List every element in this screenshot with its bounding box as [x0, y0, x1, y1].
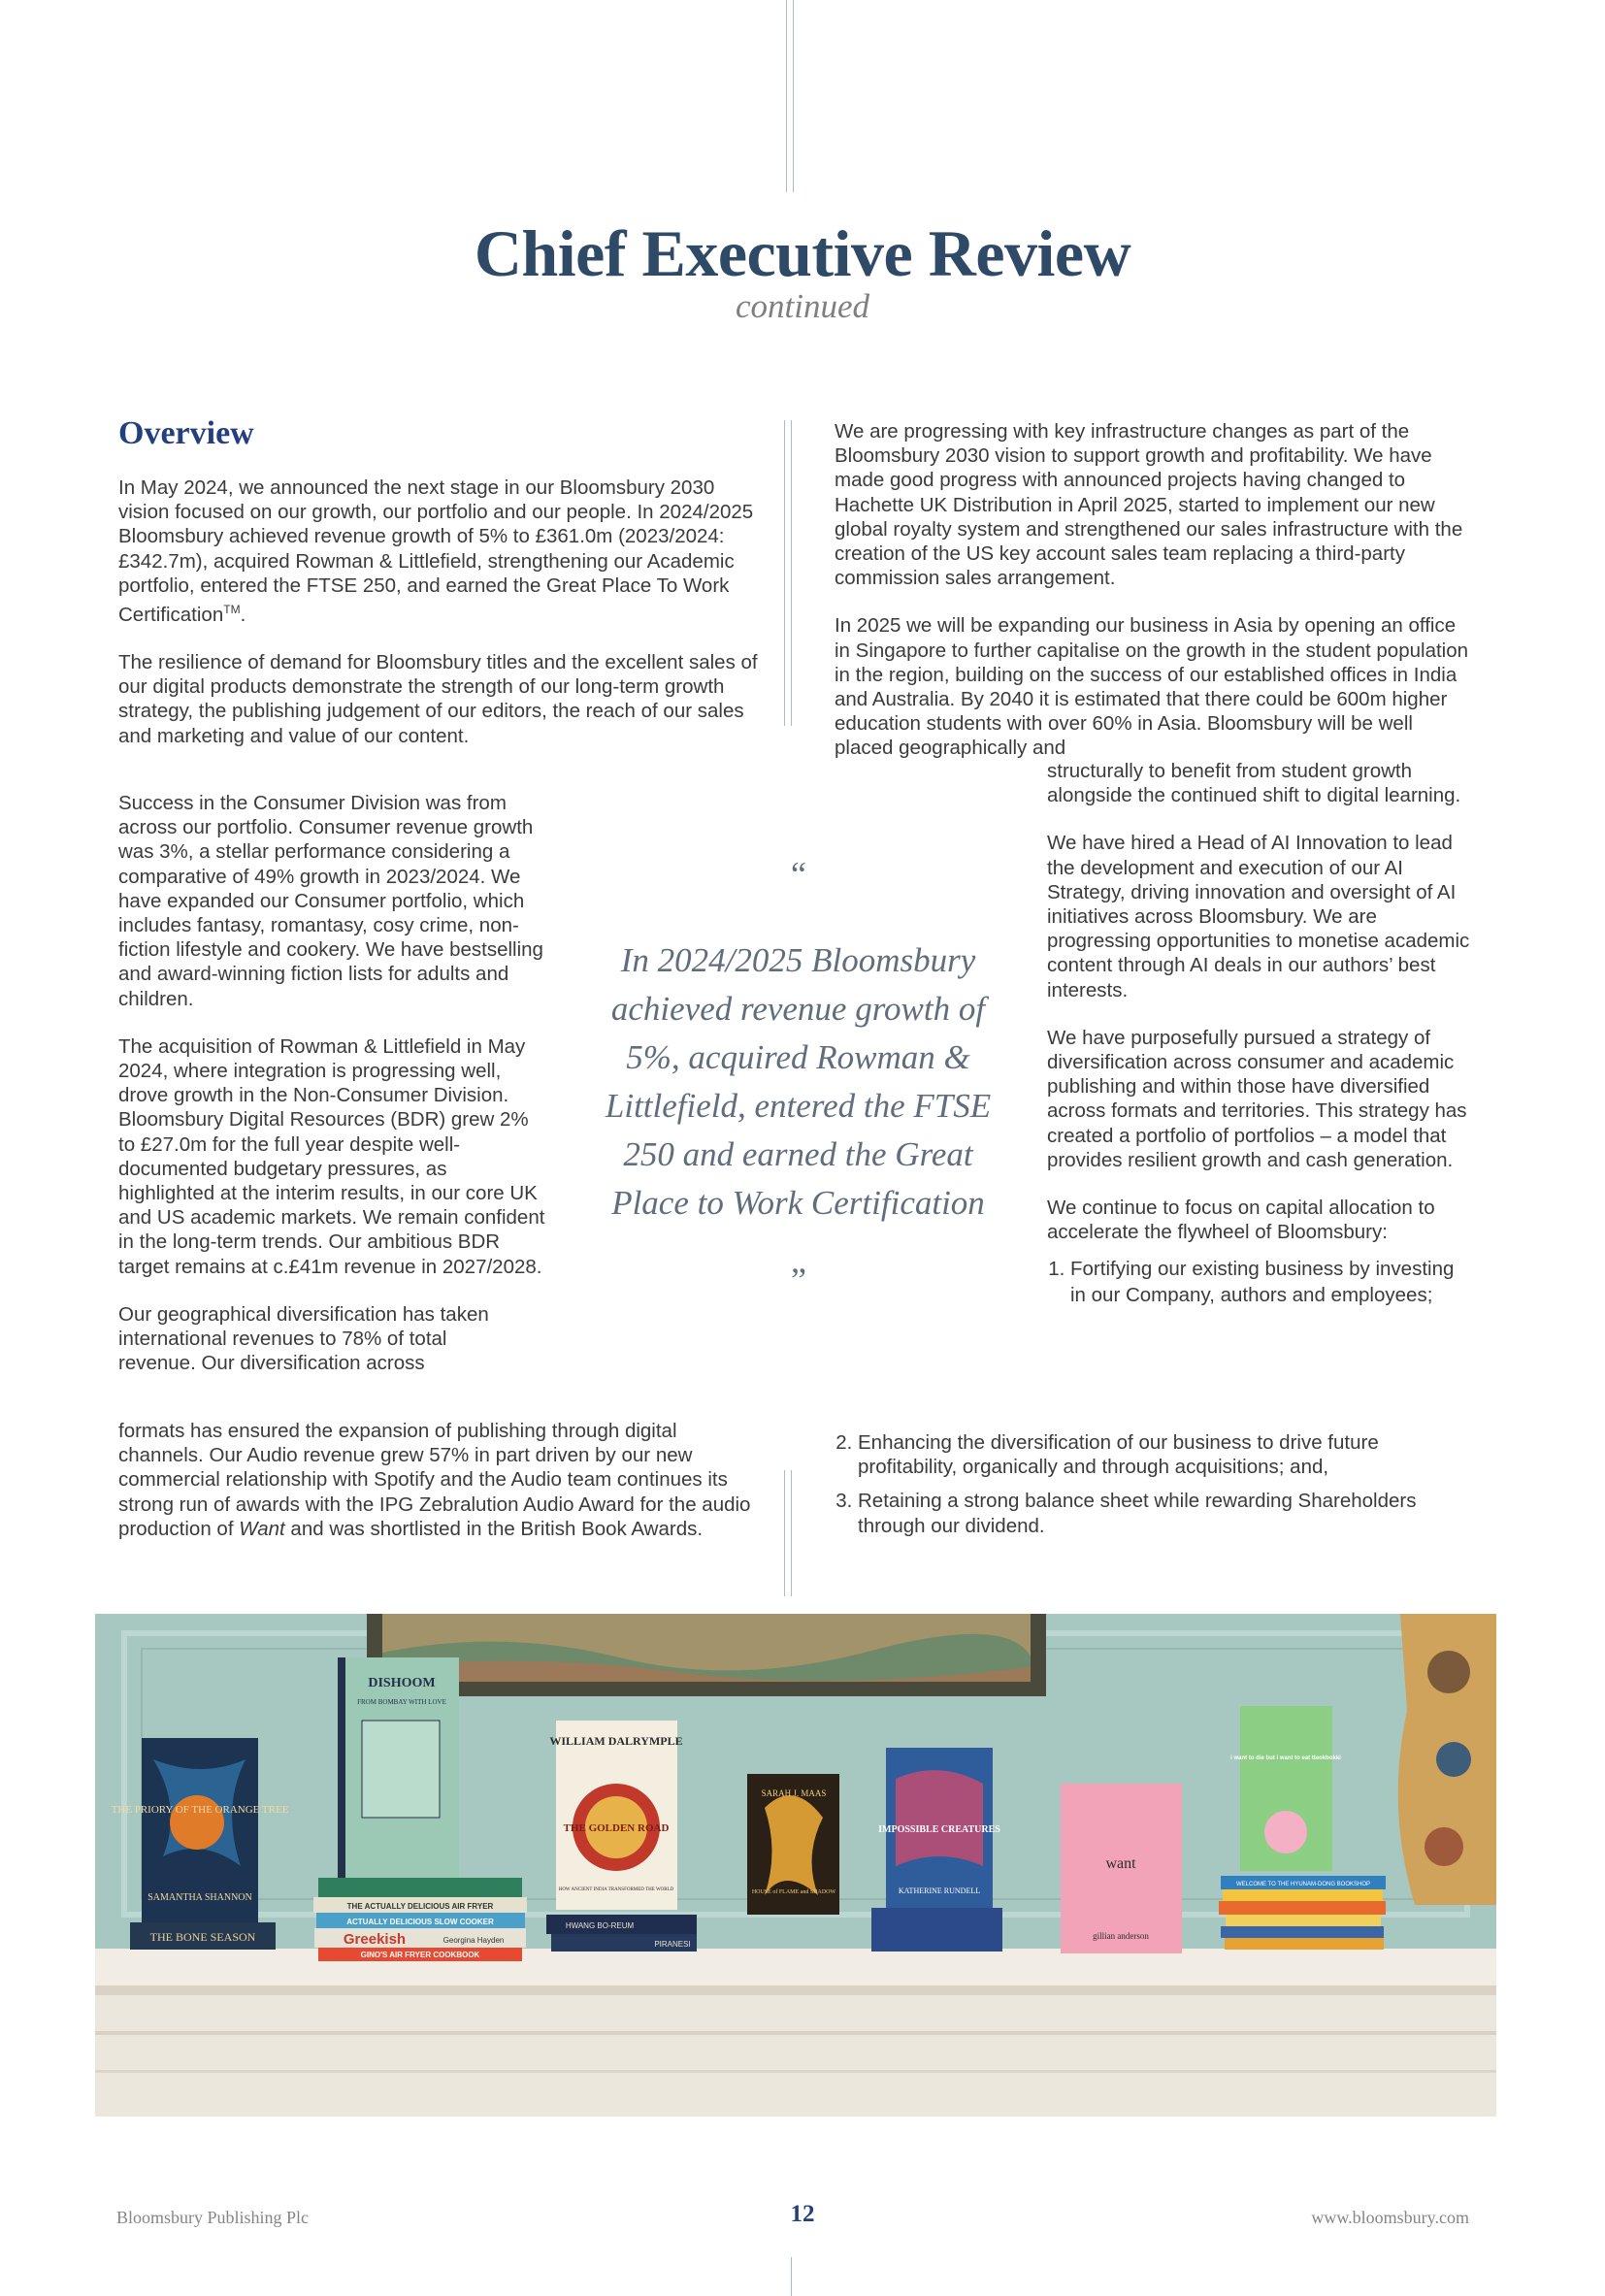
right-paragraph-1: We are progressing with key infrastructure changes as part of the Bloomsbury 2030 vision to support growth and profitability. We have made good progress with announced projects having changed to Hachette UK Distribution in April 2025, started to implement our new global royalty system and strengthened our sales infrastructure with the creation of the US key account sales team replacing a third-party commission sales arrangement.	[835, 420, 1463, 590]
book-author-rundell: KATHERINE RUNDELL	[898, 1886, 981, 1895]
trademark-mark: TM	[223, 603, 241, 617]
page-number: 12	[790, 2201, 815, 2227]
book-title-piranesi: PIRANESI	[654, 1940, 691, 1949]
book-title-airfryer3: GINO'S AIR FRYER COOKBOOK	[360, 1951, 480, 1959]
book-author-shannon: SAMANTHA SHANNON	[147, 1892, 252, 1903]
book-author-hayden: Georgina Hayden	[442, 1936, 505, 1945]
footer-website[interactable]: www.bloomsbury.com	[1311, 2208, 1469, 2227]
book-subtitle-dishoom: FROM BOMBAY WITH LOVE	[357, 1698, 446, 1706]
book-title-bone-season: THE BONE SEASON	[149, 1930, 256, 1944]
book-subtitle-golden-road: HOW ANCIENT INDIA TRANSFORMED THE WORLD	[558, 1887, 674, 1892]
right-paragraph-2b: structurally to benefit from student growth alongside the continued shift to digital learning.	[1047, 760, 1461, 807]
book-title-priory: THE PRIORY OF THE ORANGE TREE	[111, 1804, 289, 1816]
book-title-airfryer2: ACTUALLY DELICIOUS SLOW COOKER	[346, 1918, 494, 1926]
right-text-narrow	[1047, 759, 1474, 1308]
book-title-want: want	[1105, 1855, 1136, 1872]
book-title-house-flame: HOUSE of FLAME and SHADOW	[751, 1889, 836, 1895]
right-text-list	[835, 1430, 1475, 1538]
overview-heading: Overview	[118, 415, 254, 451]
overview-paragraph-2: The resilience of demand for Bloomsbury titles and the excellent sales of our digital products demonstrate the strength of our long-term growth strategy, the publishing judgement of our editors, the reach of our sales and marketing and value of our content.	[118, 651, 758, 747]
right-paragraph-2a: In 2025 we will be expanding our business in Asia by opening an office in Singapore to further capitalise on the growth in the student population in the region, building on the success of our established offices in India and Australia. By 2040 it is estimated that there could be 600m higher education students with over 60% in Asia. Bloomsbury will be well placed geographically and	[835, 614, 1469, 760]
overview-paragraph-5a: Our geographical diversification has taken international revenues to 78% of total revenue. Our diversification across	[118, 1302, 489, 1375]
column-divider-line	[784, 1470, 785, 1596]
overview-paragraph-5b: formats has ensured the expansion of publishing through digital channels. Our Audio revenue grew 57% in part driven by our new commercial relationship with Spotify and the Audio team continues its strong run of awards with the IPG Zebralution Audio Award for the audio production of Want and was shortlisted in the British Book Awards.	[118, 1420, 751, 1540]
overview-paragraph-3: Success in the Consumer Division was from across our portfolio. Consumer revenue growth was 3%, a stellar performance considering a comparative of 49% growth in 2023/2024. We have expanded our Consumer portfolio, which includes fantasy, romantasy, cosy crime, non-fiction lifestyle and cookery. We have bestselling and award-winning fiction lists for adults and children.	[118, 792, 543, 1010]
book-title-impossible: IMPOSSIBLE CREATURES	[878, 1824, 1000, 1835]
page-title: Chief Executive Review	[474, 216, 1131, 290]
book-title-golden-road: THE GOLDEN ROAD	[563, 1822, 670, 1834]
bottom-divider-line	[791, 2257, 792, 2296]
book-author-maas: SARAH J. MAAS	[761, 1788, 827, 1798]
right-text-wide	[835, 419, 1475, 761]
book-title-dishoom: DISHOOM	[368, 1676, 436, 1690]
column-divider-line	[791, 1470, 792, 1596]
allocation-item: 1. Fortifying our existing business by investing in our Company, authors and employees;	[1070, 1256, 1474, 1308]
footer-company: Bloomsbury Publishing Plc	[116, 2208, 310, 2227]
quote-open-mark: “	[791, 855, 806, 894]
overview-text-wide	[118, 476, 759, 771]
allocation-list-bottom	[835, 1430, 1475, 1538]
right-paragraph-5: We continue to focus on capital allocation to accelerate the flywheel of Bloomsbury:	[1047, 1197, 1435, 1244]
right-paragraph-3: We have hired a Head of AI Innovation to lead the development and execution of our AI Strategy, driving innovation and oversight of AI initiatives across Bloomsbury. We are progressing opportunities to monetise academic content through AI deals in our authors’ best interests.	[1047, 832, 1470, 1001]
book-title-greekish: Greekish	[343, 1931, 407, 1948]
right-paragraph-4: We have purposefully pursued a strategy of diversification across consumer and academic publishing and within those have diversified across formats and territories. This strategy has created a portfolio of portfolios – a model that provides resilient growth and cash generation.	[1047, 1026, 1467, 1171]
overview-paragraph-1: In May 2024, we announced the next stage in our Bloomsbury 2030 vision focused on our growth, our portfolio and our people. In 2024/2025 Bloomsbury achieved revenue growth of 5% to £361.0m (2023/2024: £342.7m), acquired Rowman & Littlefield, strengthening our Academic portfolio, entered the FTSE 250, and earned the Great Place To Work Certification™.	[118, 476, 754, 626]
book-title-hyunam: WELCOME TO THE HYUNAM-DONG BOOKSHOP	[1235, 1882, 1371, 1887]
book-title-want: Want	[239, 1517, 285, 1540]
overview-paragraph-4: The acquisition of Rowman & Littlefield in May 2024, where integration is progressing well, drove growth in the Non-Consumer Division. Bloomsbury Digital Resources (BDR) grew 2% to £27.0m for the full year despite well-documented budgetary pressures, as highlighted at the interim results, in our core UK and US academic markets. We remain confident in the long-term trends. Our ambitious BDR target remains at c.£41m revenue in 2027/2028.	[118, 1034, 545, 1278]
book-title-airfryer: THE ACTUALLY DELICIOUS AIR FRYER	[346, 1902, 494, 1911]
column-divider-line	[784, 420, 785, 726]
quote-close-mark: ”	[791, 1261, 806, 1299]
overview-text-narrow	[118, 791, 545, 1375]
book-author-gillian: gillian anderson	[1093, 1931, 1149, 1941]
page-subtitle: continued	[735, 287, 870, 325]
allocation-list-top	[1047, 1256, 1474, 1308]
books-illustration	[95, 1614, 1496, 2116]
allocation-item: 3. Retaining a strong balance sheet while rewarding Shareholders through our dividend.	[858, 1489, 1475, 1537]
overview-text-wide-bottom	[118, 1419, 759, 1541]
allocation-item: 2. Enhancing the diversification of our business to drive future profitability, organically and through acquisitions; and,	[858, 1430, 1475, 1479]
pull-quote: In 2024/2025 Bloomsbury achieved revenue growth of 5%, acquired Rowman & Littlefield, entered the FTSE 250 and earned the Great Place to Work Certification	[605, 941, 992, 1222]
book-author-hwang: HWANG BO-REUM	[565, 1921, 635, 1930]
top-divider-line	[786, 0, 787, 192]
book-title-tteokbokki: i want to die but i want to eat tteokbokki	[1230, 1755, 1341, 1761]
column-divider-line	[791, 420, 792, 726]
book-author-dalrymple: WILLIAM DALRYMPLE	[549, 1734, 683, 1748]
books-on-mantel-photo	[95, 1614, 1496, 2116]
top-divider-line	[793, 0, 794, 192]
